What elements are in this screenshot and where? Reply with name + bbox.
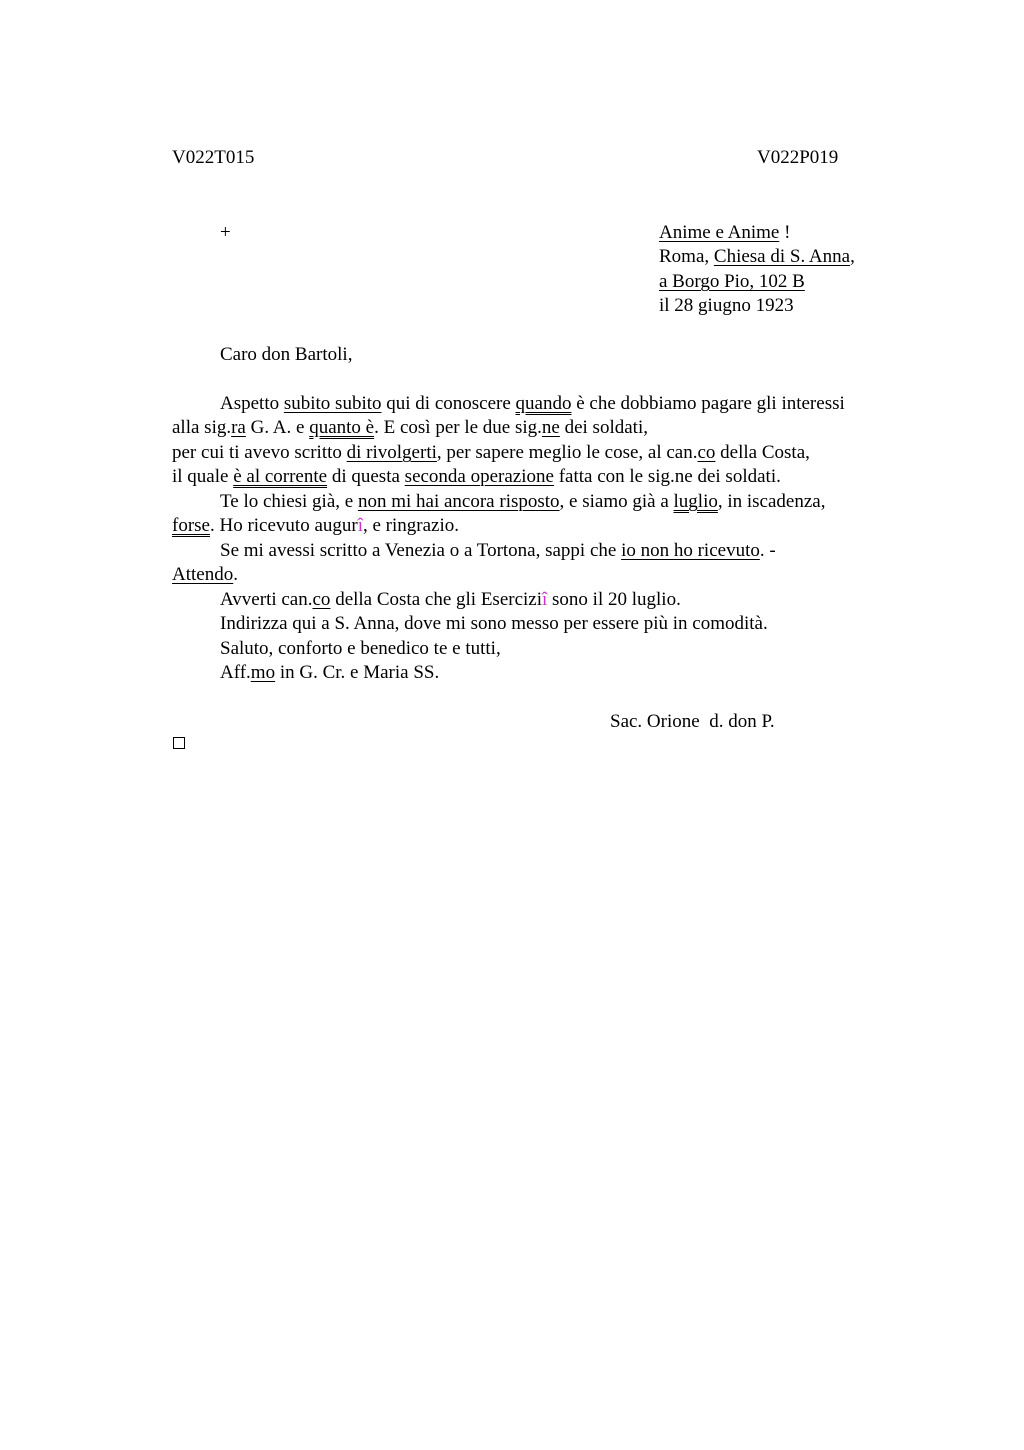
body-line-12: Aff.mo in G. Cr. e Maria SS. — [220, 662, 440, 683]
body-line-3: per cui ti avevo scritto di rivolgerti, per sapere meglio le cose, al can.co della Costa, — [172, 442, 810, 463]
signature: Sac. Orione d. don P. — [610, 711, 775, 732]
body-line-1: Aspetto subito subito qui di conoscere quando è che dobbiamo pagare gli interessi — [220, 393, 845, 414]
document-code-right: V022P019 — [757, 147, 839, 168]
body-line-2: alla sig.ra G. A. e quanto è. E così per le due sig.ne dei soldati, — [172, 417, 648, 438]
body-line-5: Te lo chiesi già, e non mi hai ancora risposto, e siamo già a luglio, in iscadenza, — [220, 491, 826, 512]
cross-symbol: + — [220, 222, 231, 243]
body-line-11: Saluto, conforto e benedico te e tutti, — [220, 638, 501, 659]
heading-line-1: Anime e Anime ! — [659, 222, 791, 243]
heading-line-4: il 28 giugno 1923 — [659, 295, 794, 316]
salutation: Caro don Bartoli, — [220, 344, 353, 365]
body-line-7: Se mi avessi scritto a Venezia o a Tortona, sappi che io non ho ricevuto. - — [220, 540, 776, 561]
heading-line-2: Roma, Chiesa di S. Anna, — [659, 246, 855, 267]
body-line-4: il quale è al corrente di questa seconda operazione fatta con le sig.ne dei soldati. — [172, 466, 781, 487]
body-line-8: Attendo. — [172, 564, 238, 585]
body-line-6: forse. Ho ricevuto augurî, e ringrazio. — [172, 515, 460, 536]
end-mark-box-icon — [173, 737, 185, 749]
body-line-10: Indirizza qui a S. Anna, dove mi sono messo per essere più in comodità. — [220, 613, 768, 634]
body-line-9: Avverti can.co della Costa che gli Eserciziî sono il 20 luglio. — [220, 589, 681, 610]
document-code-left: V022T015 — [172, 147, 255, 168]
heading-line-3: a Borgo Pio, 102 B — [659, 271, 805, 292]
